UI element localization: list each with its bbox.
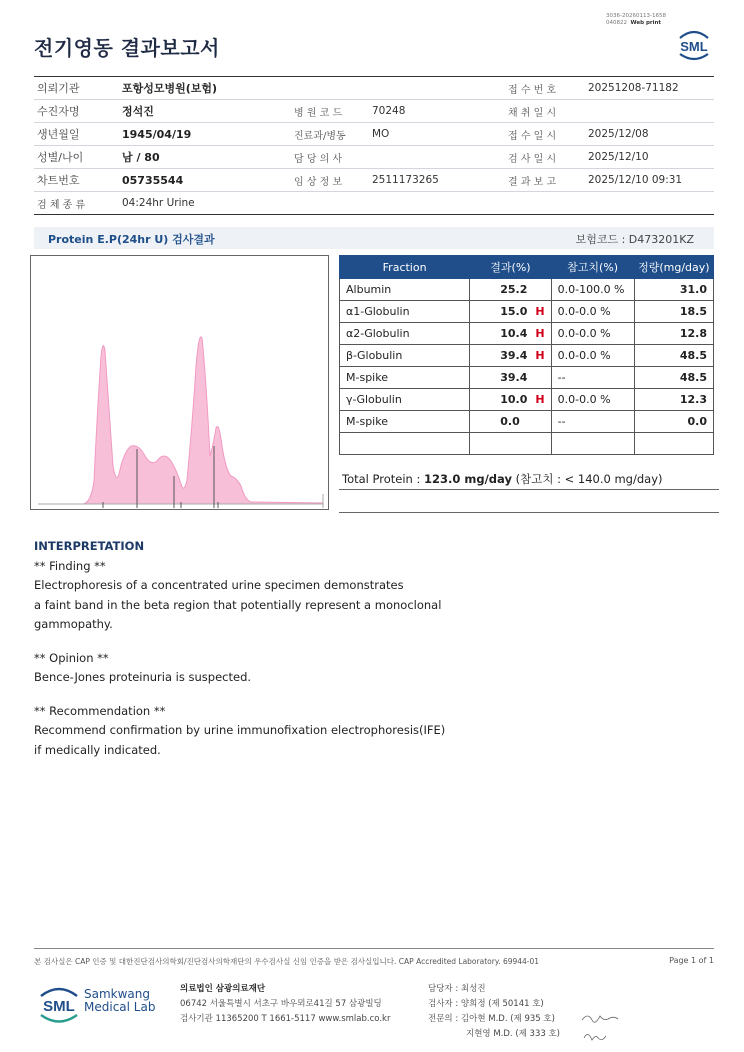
- clinical-value: 2511173265: [372, 169, 496, 192]
- footer-organization: 의료법인 삼광의료재단 06742 서울특별시 서초구 바우뫼로41길 57 삼광빌딩 검사기관 11365200 T 1661-5117 www.smlab.co.kr: [180, 984, 391, 1024]
- opinion-heading: ** Opinion **: [34, 650, 109, 665]
- test-date-value: 2025/12/10: [588, 146, 714, 169]
- sml-logo-icon: [674, 24, 714, 64]
- quantity-cell: 18.5: [634, 301, 713, 323]
- svg-text:SML: SML: [680, 39, 708, 54]
- page-number: Page 1 of 1: [669, 956, 714, 965]
- opinion-text: Bence-Jones proteinuria is suspected.: [34, 670, 252, 684]
- electrophoresis-densitogram: [30, 255, 329, 510]
- receipt-no-value: 20251208-71182: [588, 77, 714, 100]
- doctor-value: [372, 146, 496, 169]
- result-value: 39.4: [500, 349, 528, 362]
- signature-icon: [580, 1010, 620, 1046]
- table-row: [340, 345, 714, 367]
- table-row: [340, 411, 714, 433]
- client-label: 의뢰기관: [34, 77, 122, 100]
- result-cell: [470, 323, 551, 345]
- fraction-cell: M-spike: [340, 411, 470, 433]
- footer-brand: Samkwang Medical Lab: [84, 987, 156, 1014]
- quantity-cell: 48.5: [634, 345, 713, 367]
- finding-text: a faint band in the beta region that potentially represent a monoclonal: [34, 597, 442, 612]
- test-date-label: 검 사 일 시: [496, 146, 588, 169]
- reference-cell: --: [551, 411, 634, 433]
- result-value: 10.0: [500, 393, 528, 406]
- table-row: [340, 323, 714, 345]
- report-date-value: 2025/12/10 09:31: [588, 169, 714, 192]
- fraction-cell: Albumin: [340, 279, 470, 301]
- dob-value: 1945/04/19: [122, 123, 282, 146]
- reference-cell: 0.0-0.0 %: [551, 389, 634, 411]
- hosp-code-value: 70248: [372, 100, 496, 123]
- table-row: [340, 433, 714, 455]
- receipt-date-value: 2025/12/08: [588, 123, 714, 146]
- result-cell: [470, 411, 551, 433]
- chart-no-value: 05735544: [122, 169, 282, 192]
- quantity-cell: [634, 433, 713, 455]
- high-flag: H: [535, 327, 545, 340]
- table-row: [340, 301, 714, 323]
- reference-cell: --: [551, 367, 634, 389]
- footer-divider: [34, 948, 714, 949]
- finding-heading: ** Finding **: [34, 558, 106, 573]
- result-value: 0.0: [500, 415, 520, 428]
- interpretation-heading: INTERPRETATION: [34, 539, 145, 553]
- footer-staff: 담당자 : 최성진 검사자 : 양희정 (제 50141 호) 전문의 : 김아현 M.D. (제 935 호) 지현영 M.D. (제 333 호): [428, 984, 561, 1039]
- col-result: 결과(%): [470, 256, 551, 279]
- col-quantity: 정량(mg/day): [634, 256, 713, 279]
- col-fraction: Fraction: [340, 256, 470, 279]
- sex-age-value: 남 / 80: [122, 146, 282, 169]
- specimen-label: 검 체 종 류: [34, 192, 122, 215]
- dept-value: MO: [372, 123, 496, 146]
- col-reference: 참고치(%): [551, 256, 634, 279]
- result-value: 10.4: [500, 327, 528, 340]
- doctor-label: 담 당 의 사: [282, 146, 372, 169]
- result-cell: [470, 433, 551, 455]
- page-title: 전기영동 결과보고서: [34, 36, 220, 60]
- result-value: 39.4: [500, 371, 528, 384]
- high-flag: H: [535, 349, 545, 362]
- client-value: 포항성모병원(보험): [122, 77, 496, 100]
- reference-cell: 0.0-0.0 %: [551, 323, 634, 345]
- finding-text: gammopathy.: [34, 617, 113, 631]
- high-flag: H: [535, 393, 545, 406]
- patient-label: 수진자명: [34, 100, 122, 123]
- result-cell: [470, 367, 551, 389]
- finding-text: Electrophoresis of a concentrated urine specimen demonstrates: [34, 578, 404, 592]
- recommendation-text: if medically indicated.: [34, 742, 161, 757]
- fraction-cell: M-spike: [340, 367, 470, 389]
- result-cell: [470, 345, 551, 367]
- chart-no-label: 차트번호: [34, 169, 122, 192]
- densitogram-curve: [38, 337, 323, 504]
- clinical-label: 임 상 정 보: [282, 169, 372, 192]
- divider: [339, 489, 719, 490]
- quantity-cell: 0.0: [634, 411, 713, 433]
- sex-age-label: 성별/나이: [34, 146, 122, 169]
- table-row: [340, 279, 714, 301]
- collect-date-value: [588, 100, 714, 123]
- receipt-no-label: 접 수 번 호: [496, 77, 588, 100]
- collect-date-label: 채 취 일 시: [496, 100, 588, 123]
- reference-cell: 0.0-100.0 %: [551, 279, 634, 301]
- fraction-cell: β-Globulin: [340, 345, 470, 367]
- fraction-cell: α1-Globulin: [340, 301, 470, 323]
- specimen-value: 04:24hr Urine: [122, 192, 714, 215]
- high-flag: H: [535, 305, 545, 318]
- table-row: [340, 367, 714, 389]
- print-code: 3036-20260113-1658 040822 Web print: [606, 13, 666, 26]
- hosp-code-label: 병 원 코 드: [282, 100, 372, 123]
- quantity-cell: 12.8: [634, 323, 713, 345]
- recommendation-heading: ** Recommendation **: [34, 703, 166, 718]
- reference-cell: 0.0-0.0 %: [551, 301, 634, 323]
- result-cell: [470, 279, 551, 301]
- quantity-cell: 31.0: [634, 279, 713, 301]
- densitogram-svg: [31, 256, 328, 509]
- result-value: 25.2: [500, 283, 528, 296]
- fraction-cell: γ-Globulin: [340, 389, 470, 411]
- total-protein: Total Protein : 123.0 mg/day (참고치 : < 140.0 mg/day): [342, 472, 663, 486]
- dept-label: 진료과/병동: [282, 123, 372, 146]
- patient-value: 정석진: [122, 100, 282, 123]
- insurance-code: 보험코드 : D473201KZ: [575, 233, 694, 246]
- results-table: [339, 255, 714, 455]
- fraction-cell: [340, 433, 470, 455]
- recommendation-text: Recommend confirmation by urine immunofixation electrophoresis(IFE): [34, 723, 446, 737]
- table-row: [340, 389, 714, 411]
- dob-label: 생년월일: [34, 123, 122, 146]
- reference-cell: 0.0-0.0 %: [551, 345, 634, 367]
- result-cell: [470, 389, 551, 411]
- accreditation-note: 본 검사실은 CAP 인증 및 대한진단검사의학회/진단검사의학재단의 우수검사실 신임 인증을 받은 검사실입니다. CAP Accredited Laboratory. 69944-01: [34, 957, 540, 966]
- interpretation: [34, 537, 554, 760]
- section-title: Protein E.P(24hr U) 검사결과: [48, 233, 215, 246]
- fraction-cell: α2-Globulin: [340, 323, 470, 345]
- result-value: 15.0: [500, 305, 528, 318]
- receipt-date-label: 접 수 일 시: [496, 123, 588, 146]
- quantity-cell: 48.5: [634, 367, 713, 389]
- divider: [339, 512, 719, 513]
- result-cell: [470, 301, 551, 323]
- quantity-cell: 12.3: [634, 389, 713, 411]
- report-date-label: 결 과 보 고: [496, 169, 588, 192]
- svg-text:SML: SML: [43, 998, 75, 1015]
- reference-cell: [551, 433, 634, 455]
- sml-footer-logo-icon: [36, 982, 82, 1026]
- patient-info-table: [34, 76, 714, 215]
